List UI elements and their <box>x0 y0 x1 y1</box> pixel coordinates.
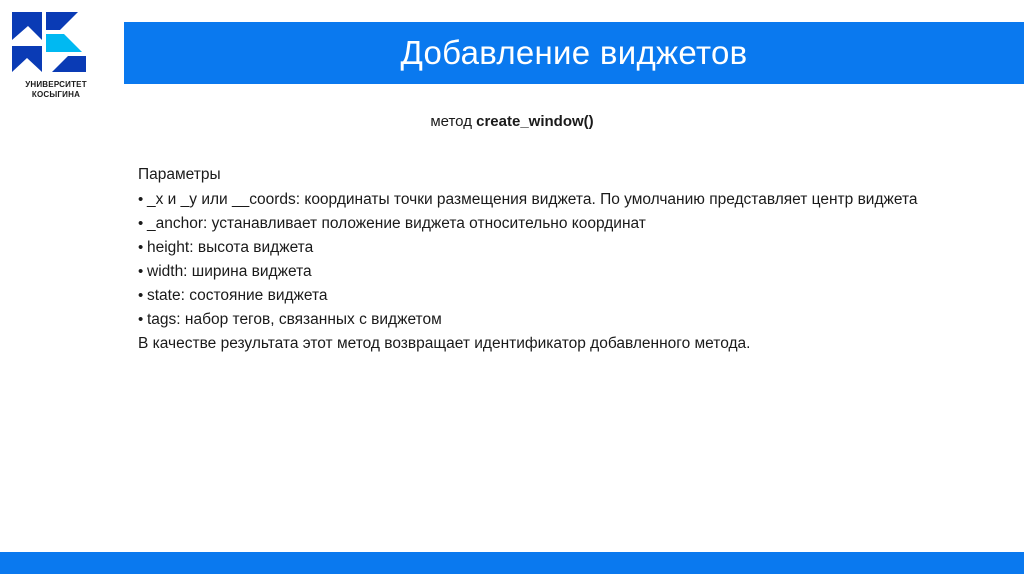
list-item: • state: состояние виджета <box>138 284 958 308</box>
title-bar <box>124 22 1024 84</box>
content-body <box>138 163 958 357</box>
list-item: • width: ширина виджета <box>138 260 958 284</box>
section-heading: Параметры <box>138 166 221 183</box>
footer-divider <box>0 542 1024 552</box>
logo-caption-line1: УНИВЕРСИТЕТ <box>25 80 87 89</box>
method-subtitle <box>0 113 1024 130</box>
list-item: • _x и _y или __coords: координаты точки размещения виджета. По умолчанию представляет центр виджета <box>138 188 958 212</box>
logo-mark-icon <box>8 10 100 74</box>
method-name: create_window() <box>476 113 594 130</box>
list-item: • _anchor: устанавливает положение виджета относительно координат <box>138 212 958 236</box>
logo-caption <box>0 80 112 100</box>
method-subtitle-prefix: метод <box>430 113 477 130</box>
list-item: • height: высота виджета <box>138 236 958 260</box>
page-title: Добавление виджетов <box>400 34 748 71</box>
closing-line: В качестве результата этот метод возвращает идентификатор добавленного метода. <box>138 335 751 352</box>
university-logo <box>0 8 112 108</box>
list-item: • tags: набор тегов, связанных с виджетом <box>138 308 958 332</box>
logo-caption-line2: КОСЫГИНА <box>31 90 81 99</box>
